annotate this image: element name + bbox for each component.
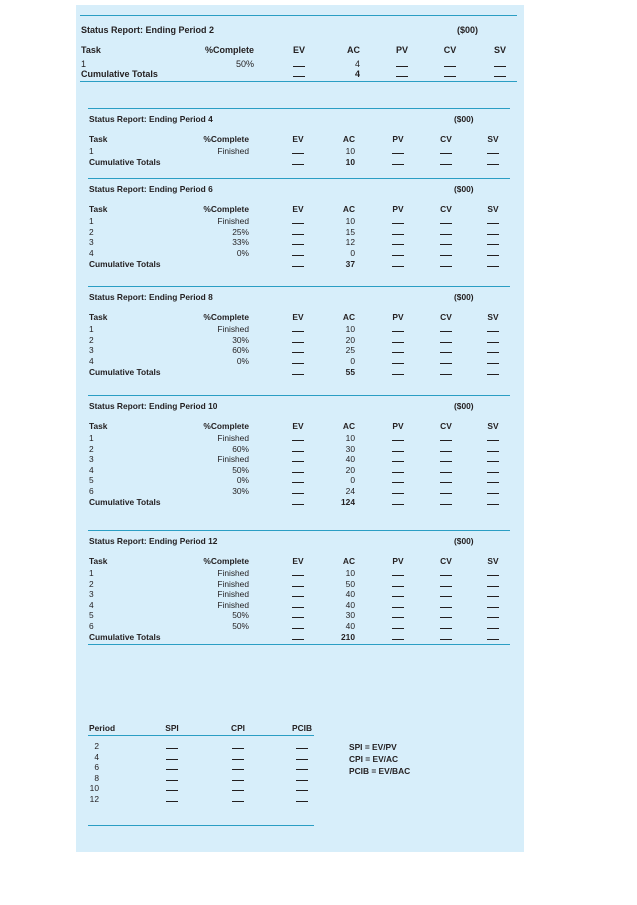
column-header-task: Task [89, 312, 108, 322]
cumulative-actual-cost: 124 [341, 497, 355, 508]
sv-total-blank [487, 639, 499, 640]
ev-blank [292, 617, 304, 618]
percent-complete: Finished [217, 216, 249, 226]
column-header-ev: EV [292, 556, 304, 566]
sv-blank [487, 234, 499, 235]
pv-blank [392, 482, 404, 483]
ev-blank [292, 234, 304, 235]
column-header-cpi: CPI [231, 723, 245, 733]
ev-blank [292, 451, 304, 452]
actual-cost: 12 [345, 237, 355, 248]
task-id: 4 [89, 464, 94, 475]
pv-blank [392, 617, 404, 618]
cv-blank [440, 244, 452, 245]
actual-cost: 10 [345, 324, 355, 334]
pcib-blank [296, 780, 308, 781]
pv-blank [392, 607, 404, 608]
column-header-pcib: PCIB [291, 723, 312, 733]
actual-cost: 0 [350, 355, 355, 366]
period-number: 12 [89, 794, 99, 804]
column-header-complete: %Complete [203, 134, 249, 144]
column-header-sv: SV [487, 421, 499, 431]
sv-blank [487, 244, 499, 245]
task-id: 3 [89, 237, 94, 248]
column-header-pv: PV [392, 312, 404, 322]
units-label: ($00) [454, 536, 474, 546]
task-id: 1 [89, 216, 94, 226]
cpi-blank [232, 801, 244, 802]
period-number: 4 [94, 751, 99, 762]
cv-blank [440, 153, 452, 154]
column-header-pv: PV [392, 421, 404, 431]
task-id: 6 [89, 621, 94, 631]
task-id: 6 [89, 486, 94, 496]
cv-total-blank [440, 374, 452, 375]
cv-blank [440, 617, 452, 618]
sv-blank [487, 575, 499, 576]
cpi-blank [232, 769, 244, 770]
column-header-cv: CV [440, 134, 452, 144]
cv-blank [440, 472, 452, 473]
sv-total-blank [494, 76, 506, 77]
pv-total-blank [396, 76, 408, 77]
status-report [88, 395, 510, 531]
pv-total-blank [392, 374, 404, 375]
sv-blank [487, 352, 499, 353]
cv-blank [440, 342, 452, 343]
ev-blank [292, 482, 304, 483]
pv-blank [392, 244, 404, 245]
task-id: 2 [89, 578, 94, 589]
percent-complete: 50% [235, 59, 254, 69]
cv-blank [440, 482, 452, 483]
column-header-ev: EV [292, 421, 304, 431]
task-id: 1 [89, 146, 94, 156]
percent-complete: 33% [232, 237, 249, 248]
column-header-pv: PV [392, 204, 404, 214]
pv-total-blank [392, 266, 404, 267]
pv-blank [392, 363, 404, 364]
column-header-sv: SV [487, 204, 499, 214]
report-title: Status Report: Ending Period 2 [81, 25, 215, 35]
cv-blank [440, 493, 452, 494]
sv-blank [487, 255, 499, 256]
spi-blank [166, 801, 178, 802]
sv-blank [487, 223, 499, 224]
cv-blank [440, 461, 452, 462]
task-id: 2 [89, 226, 94, 237]
spi-blank [166, 748, 178, 749]
status-report [88, 178, 510, 287]
pv-blank [392, 331, 404, 332]
cv-total-blank [440, 266, 452, 267]
ev-blank [292, 342, 304, 343]
column-header-complete: %Complete [203, 421, 249, 431]
cpi-blank [232, 759, 244, 760]
pv-blank [392, 461, 404, 462]
units-label: ($00) [454, 114, 474, 124]
actual-cost: 25 [345, 345, 355, 356]
task-id: 5 [89, 475, 94, 486]
cumulative-totals-label: Cumulative Totals [89, 157, 161, 168]
units-label: ($00) [457, 25, 479, 35]
actual-cost: 50 [345, 578, 355, 589]
actual-cost: 40 [345, 599, 355, 610]
actual-cost: 10 [345, 216, 355, 226]
pv-blank [396, 66, 408, 67]
percent-complete: Finished [217, 578, 249, 589]
column-header-ac: AC [342, 204, 355, 214]
task-id: 1 [89, 568, 94, 578]
task-id: 3 [89, 345, 94, 356]
ev-blank [292, 223, 304, 224]
cumulative-totals-label: Cumulative Totals [89, 497, 161, 508]
column-header-complete: %Complete [203, 556, 249, 566]
pcib-blank [296, 759, 308, 760]
pv-blank [392, 586, 404, 587]
actual-cost: 4 [354, 59, 360, 69]
sv-blank [487, 342, 499, 343]
ev-total-blank [292, 504, 304, 505]
column-header-ac: AC [342, 312, 355, 322]
pcib-blank [296, 801, 308, 802]
actual-cost: 0 [350, 247, 355, 258]
pv-blank [392, 352, 404, 353]
task-id: 2 [89, 443, 94, 454]
pv-blank [392, 440, 404, 441]
sv-blank [487, 472, 499, 473]
percent-complete: 60% [232, 345, 249, 356]
ev-total-blank [292, 639, 304, 640]
sv-total-blank [487, 164, 499, 165]
cv-blank [444, 66, 456, 67]
cv-blank [440, 451, 452, 452]
column-header-task: Task [89, 204, 108, 214]
column-header-sv: SV [493, 45, 506, 55]
pv-total-blank [392, 164, 404, 165]
sv-blank [494, 66, 506, 67]
spi-blank [166, 769, 178, 770]
ev-blank [292, 244, 304, 245]
pcib-blank [296, 790, 308, 791]
task-id: 1 [89, 433, 94, 443]
sv-blank [487, 607, 499, 608]
ev-blank [292, 255, 304, 256]
column-header-sv: SV [487, 312, 499, 322]
actual-cost: 10 [345, 568, 355, 578]
column-header-ev: EV [292, 204, 304, 214]
cv-blank [440, 255, 452, 256]
cumulative-totals-label: Cumulative Totals [89, 258, 161, 269]
column-header-task: Task [81, 45, 101, 55]
sv-total-blank [487, 504, 499, 505]
column-header-sv: SV [487, 134, 499, 144]
index-table-frame [88, 721, 314, 827]
task-id: 4 [89, 355, 94, 366]
index-header-rule [88, 735, 314, 736]
cv-blank [440, 363, 452, 364]
period-number: 2 [94, 741, 99, 751]
ev-blank [292, 363, 304, 364]
index-bottom-rule [88, 825, 314, 826]
cpi-blank [232, 748, 244, 749]
sv-blank [487, 586, 499, 587]
section-bottom-rule [88, 644, 510, 645]
formula-line: PCIB = EV/BAC [349, 766, 411, 776]
cv-blank [440, 575, 452, 576]
column-header-task: Task [89, 134, 108, 144]
sv-blank [487, 331, 499, 332]
cv-total-blank [440, 639, 452, 640]
column-header-pv: PV [392, 134, 404, 144]
column-header-cv: CV [440, 204, 452, 214]
actual-cost: 40 [345, 589, 355, 600]
column-header-ac: AC [347, 45, 360, 55]
ev-total-blank [292, 164, 304, 165]
formula-line: SPI = EV/PV [349, 742, 397, 752]
sv-blank [487, 153, 499, 154]
cpi-blank [232, 790, 244, 791]
percent-complete: Finished [217, 324, 249, 334]
pv-blank [392, 153, 404, 154]
cv-blank [440, 234, 452, 235]
ev-blank [292, 331, 304, 332]
column-header-spi: SPI [165, 723, 179, 733]
pv-total-blank [392, 639, 404, 640]
pcib-blank [296, 748, 308, 749]
spi-blank [166, 790, 178, 791]
sv-blank [487, 482, 499, 483]
cumulative-totals-label: Cumulative Totals [89, 632, 161, 643]
pv-blank [392, 223, 404, 224]
ev-blank [292, 607, 304, 608]
cumulative-actual-cost: 55 [345, 366, 355, 377]
ev-blank [292, 461, 304, 462]
actual-cost: 30 [345, 443, 355, 454]
percent-complete: 50% [232, 621, 249, 631]
pv-blank [392, 342, 404, 343]
ev-blank [292, 628, 304, 629]
pv-blank [392, 596, 404, 597]
percent-complete: 30% [232, 486, 249, 496]
column-header-task: Task [89, 556, 108, 566]
cumulative-actual-cost: 10 [345, 157, 355, 168]
status-report [80, 15, 517, 91]
section-bottom-rule [80, 81, 517, 82]
report-title: Status Report: Ending Period 8 [89, 292, 213, 302]
period-number: 10 [89, 783, 99, 794]
pv-blank [392, 472, 404, 473]
pcib-blank [296, 769, 308, 770]
task-id: 4 [89, 247, 94, 258]
pv-blank [392, 493, 404, 494]
column-header-ac: AC [342, 556, 355, 566]
sv-blank [487, 451, 499, 452]
sv-blank [487, 440, 499, 441]
column-header-cv: CV [440, 421, 452, 431]
sv-blank [487, 363, 499, 364]
cv-blank [440, 628, 452, 629]
cv-blank [440, 440, 452, 441]
percent-complete: 0% [236, 475, 249, 486]
period-number: 8 [94, 772, 99, 783]
percent-complete: 60% [232, 443, 249, 454]
percent-complete: Finished [217, 589, 249, 600]
ev-blank [292, 586, 304, 587]
status-report [88, 108, 510, 179]
units-label: ($00) [454, 401, 474, 411]
units-label: ($00) [454, 184, 474, 194]
sv-blank [487, 617, 499, 618]
spi-blank [166, 780, 178, 781]
sv-blank [487, 461, 499, 462]
column-header-ev: EV [292, 312, 304, 322]
ev-total-blank [292, 266, 304, 267]
cv-blank [440, 607, 452, 608]
sv-total-blank [487, 374, 499, 375]
ev-blank [292, 352, 304, 353]
actual-cost: 40 [345, 454, 355, 465]
task-id: 1 [81, 59, 87, 69]
column-header-ev: EV [292, 45, 305, 55]
task-id: 3 [89, 454, 94, 465]
ev-blank [292, 596, 304, 597]
pv-blank [392, 628, 404, 629]
status-report [88, 286, 510, 396]
status-report [88, 530, 510, 664]
percent-complete: 50% [232, 464, 249, 475]
percent-complete: 30% [232, 334, 249, 345]
report-title: Status Report: Ending Period 4 [89, 114, 213, 124]
column-header-complete: %Complete [203, 312, 249, 322]
cv-blank [440, 586, 452, 587]
pv-blank [392, 234, 404, 235]
task-id: 4 [89, 599, 94, 610]
cv-total-blank [444, 76, 456, 77]
column-header-ac: AC [342, 134, 355, 144]
actual-cost: 0 [350, 475, 355, 486]
actual-cost: 20 [345, 334, 355, 345]
percent-complete: Finished [217, 454, 249, 465]
period-number: 6 [94, 762, 99, 773]
column-header-pv: PV [392, 556, 404, 566]
pv-blank [392, 451, 404, 452]
cumulative-actual-cost: 4 [354, 69, 360, 79]
cv-blank [440, 223, 452, 224]
ev-blank [292, 493, 304, 494]
column-header-task: Task [89, 421, 108, 431]
percent-complete: 0% [236, 247, 249, 258]
ev-blank [292, 472, 304, 473]
units-label: ($00) [454, 292, 474, 302]
column-header-sv: SV [487, 556, 499, 566]
percent-complete: Finished [217, 146, 249, 156]
column-header-pv: PV [395, 45, 408, 55]
actual-cost: 40 [345, 621, 355, 631]
report-title: Status Report: Ending Period 6 [89, 184, 213, 194]
column-header-cv: CV [440, 312, 452, 322]
spi-blank [166, 759, 178, 760]
column-header-complete: %Complete [204, 45, 254, 55]
pv-blank [392, 255, 404, 256]
column-header-ac: AC [342, 421, 355, 431]
task-id: 2 [89, 334, 94, 345]
cv-blank [440, 331, 452, 332]
actual-cost: 10 [345, 433, 355, 443]
actual-cost: 15 [345, 226, 355, 237]
actual-cost: 10 [345, 146, 355, 156]
actual-cost: 20 [345, 464, 355, 475]
cv-total-blank [440, 504, 452, 505]
cumulative-totals-label: Cumulative Totals [89, 366, 161, 377]
task-id: 3 [89, 589, 94, 600]
formula-line: CPI = EV/AC [349, 754, 399, 764]
cv-total-blank [440, 164, 452, 165]
sv-total-blank [487, 266, 499, 267]
column-header-period: Period [89, 723, 116, 733]
percent-complete: 25% [232, 226, 249, 237]
cv-blank [440, 596, 452, 597]
sv-blank [487, 493, 499, 494]
cv-blank [440, 352, 452, 353]
percent-complete: 50% [232, 610, 249, 621]
actual-cost: 30 [345, 610, 355, 621]
cumulative-actual-cost: 210 [341, 632, 355, 643]
pv-blank [392, 575, 404, 576]
column-header-complete: %Complete [203, 204, 249, 214]
cumulative-actual-cost: 37 [345, 258, 355, 269]
sv-blank [487, 628, 499, 629]
percent-complete: Finished [217, 599, 249, 610]
report-title: Status Report: Ending Period 10 [89, 401, 218, 411]
report-title: Status Report: Ending Period 12 [89, 536, 218, 546]
ev-blank [292, 153, 304, 154]
task-id: 1 [89, 324, 94, 334]
actual-cost: 24 [345, 486, 355, 496]
column-header-cv: CV [443, 45, 457, 55]
column-header-cv: CV [440, 556, 452, 566]
cumulative-totals-label: Cumulative Totals [81, 69, 158, 79]
percent-complete: 0% [236, 355, 249, 366]
pv-total-blank [392, 504, 404, 505]
column-header-ev: EV [292, 134, 304, 144]
cpi-blank [232, 780, 244, 781]
ev-blank [292, 575, 304, 576]
percent-complete: Finished [217, 433, 249, 443]
ev-total-blank [292, 374, 304, 375]
ev-blank [292, 440, 304, 441]
sv-blank [487, 596, 499, 597]
percent-complete: Finished [217, 568, 249, 578]
ev-blank [293, 66, 305, 67]
ev-total-blank [293, 76, 305, 77]
task-id: 5 [89, 610, 94, 621]
